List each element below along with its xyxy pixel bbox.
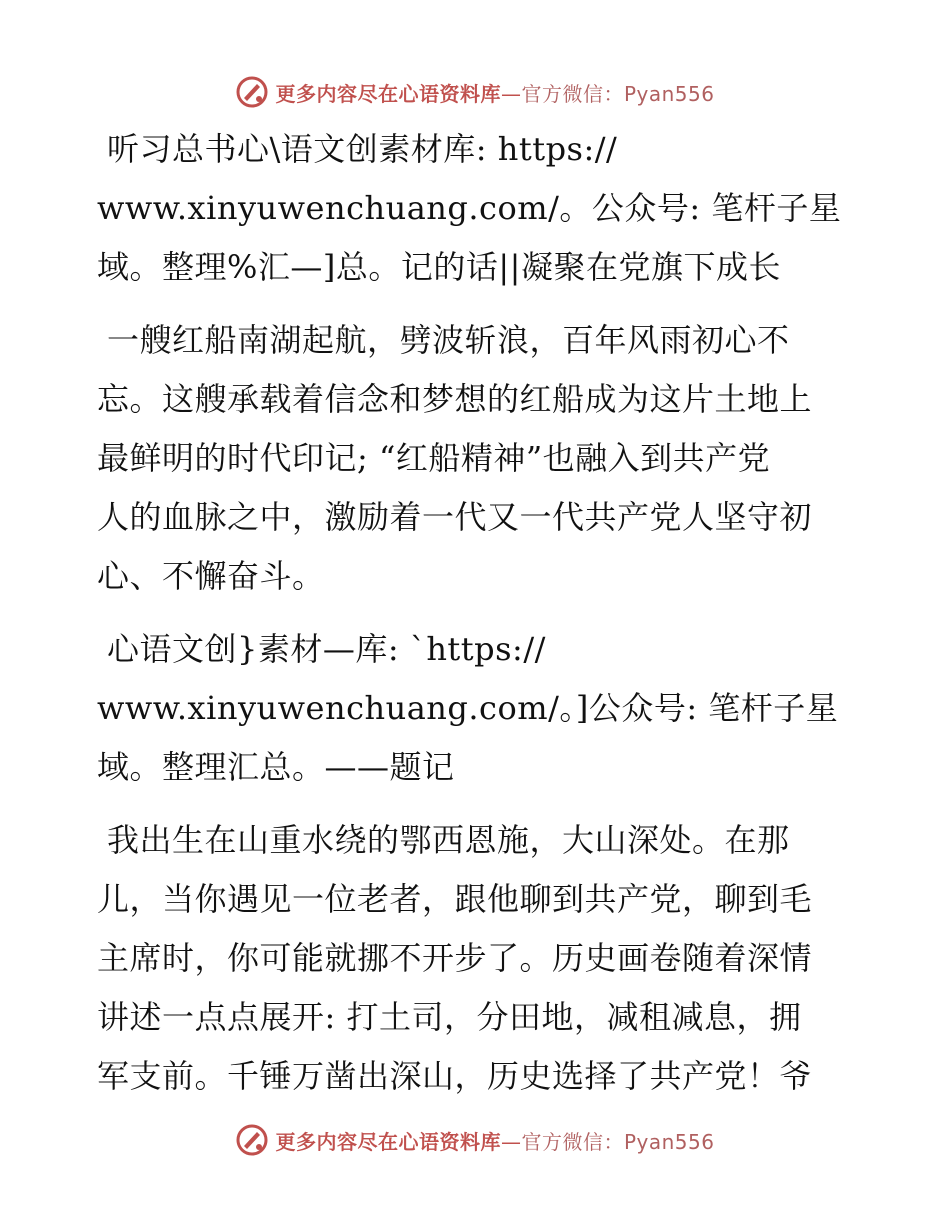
text-line: 听习总书心\语文创素材库: https:// [107,130,618,168]
text-line: 我出生在山重水绕的鄂西恩施，大山深处。在那 [107,821,790,859]
banner-text [275,78,714,107]
banner-brand: 更多内容尽在心语资料库 [275,81,501,106]
footer-watermark-banner [0,1120,950,1160]
brand-logo-icon [235,75,269,109]
text-line: 人的血脉之中，激励着一代又一代共产党人坚守初 [97,498,813,536]
banner-brand: 更多内容尽在心语资料库 [275,1129,501,1154]
banner-dash: — [500,81,522,106]
document-body [97,120,857,1120]
text-line: www.xinyuwenchuang.com/。公众号: 笔杆子星 [97,189,842,227]
banner-wechat: 官方微信：Pyan556 [521,81,715,106]
text-line: 儿，当你遇见一位老者，跟他聊到共产党，聊到毛 [97,880,813,918]
paragraph [97,311,857,606]
text-line: www.xinyuwenchuang.com/。]公众号: 笔杆子星 [97,689,839,727]
header-watermark-banner [0,72,950,112]
text-line: 忘。这艘承载着信念和梦想的红船成为这片土地上 [97,380,813,418]
text-line: 主席时，你可能就挪不开步了。历史画卷随着深情 [97,939,813,977]
paragraph [97,620,857,797]
text-line: 最鲜明的时代印记; “红船精神”也融入到共产党 [97,439,771,477]
text-line: 域。整理%汇—]总。记的话||凝聚在党旗下成长 [97,248,781,286]
banner-wechat: 官方微信：Pyan556 [521,1129,715,1154]
text-line: 讲述一点点展开: 打土司，分田地，减租减息，拥 [97,998,802,1036]
brand-logo-icon [235,1123,269,1157]
text-line: 心、不懈奋斗。 [97,557,325,595]
text-line: 一艘红船南湖起航，劈波斩浪，百年风雨初心不 [107,321,790,359]
text-line: 心语文创}素材—库: `https:// [107,630,546,668]
text-line: 域。整理汇总。——题记 [97,748,455,786]
paragraph [97,120,857,297]
paragraph [97,811,857,1106]
banner-text [275,1126,714,1155]
banner-dash: — [500,1129,522,1154]
text-line: 军支前。千锤万凿出深山，历史选择了共产党！爷 [97,1057,813,1095]
